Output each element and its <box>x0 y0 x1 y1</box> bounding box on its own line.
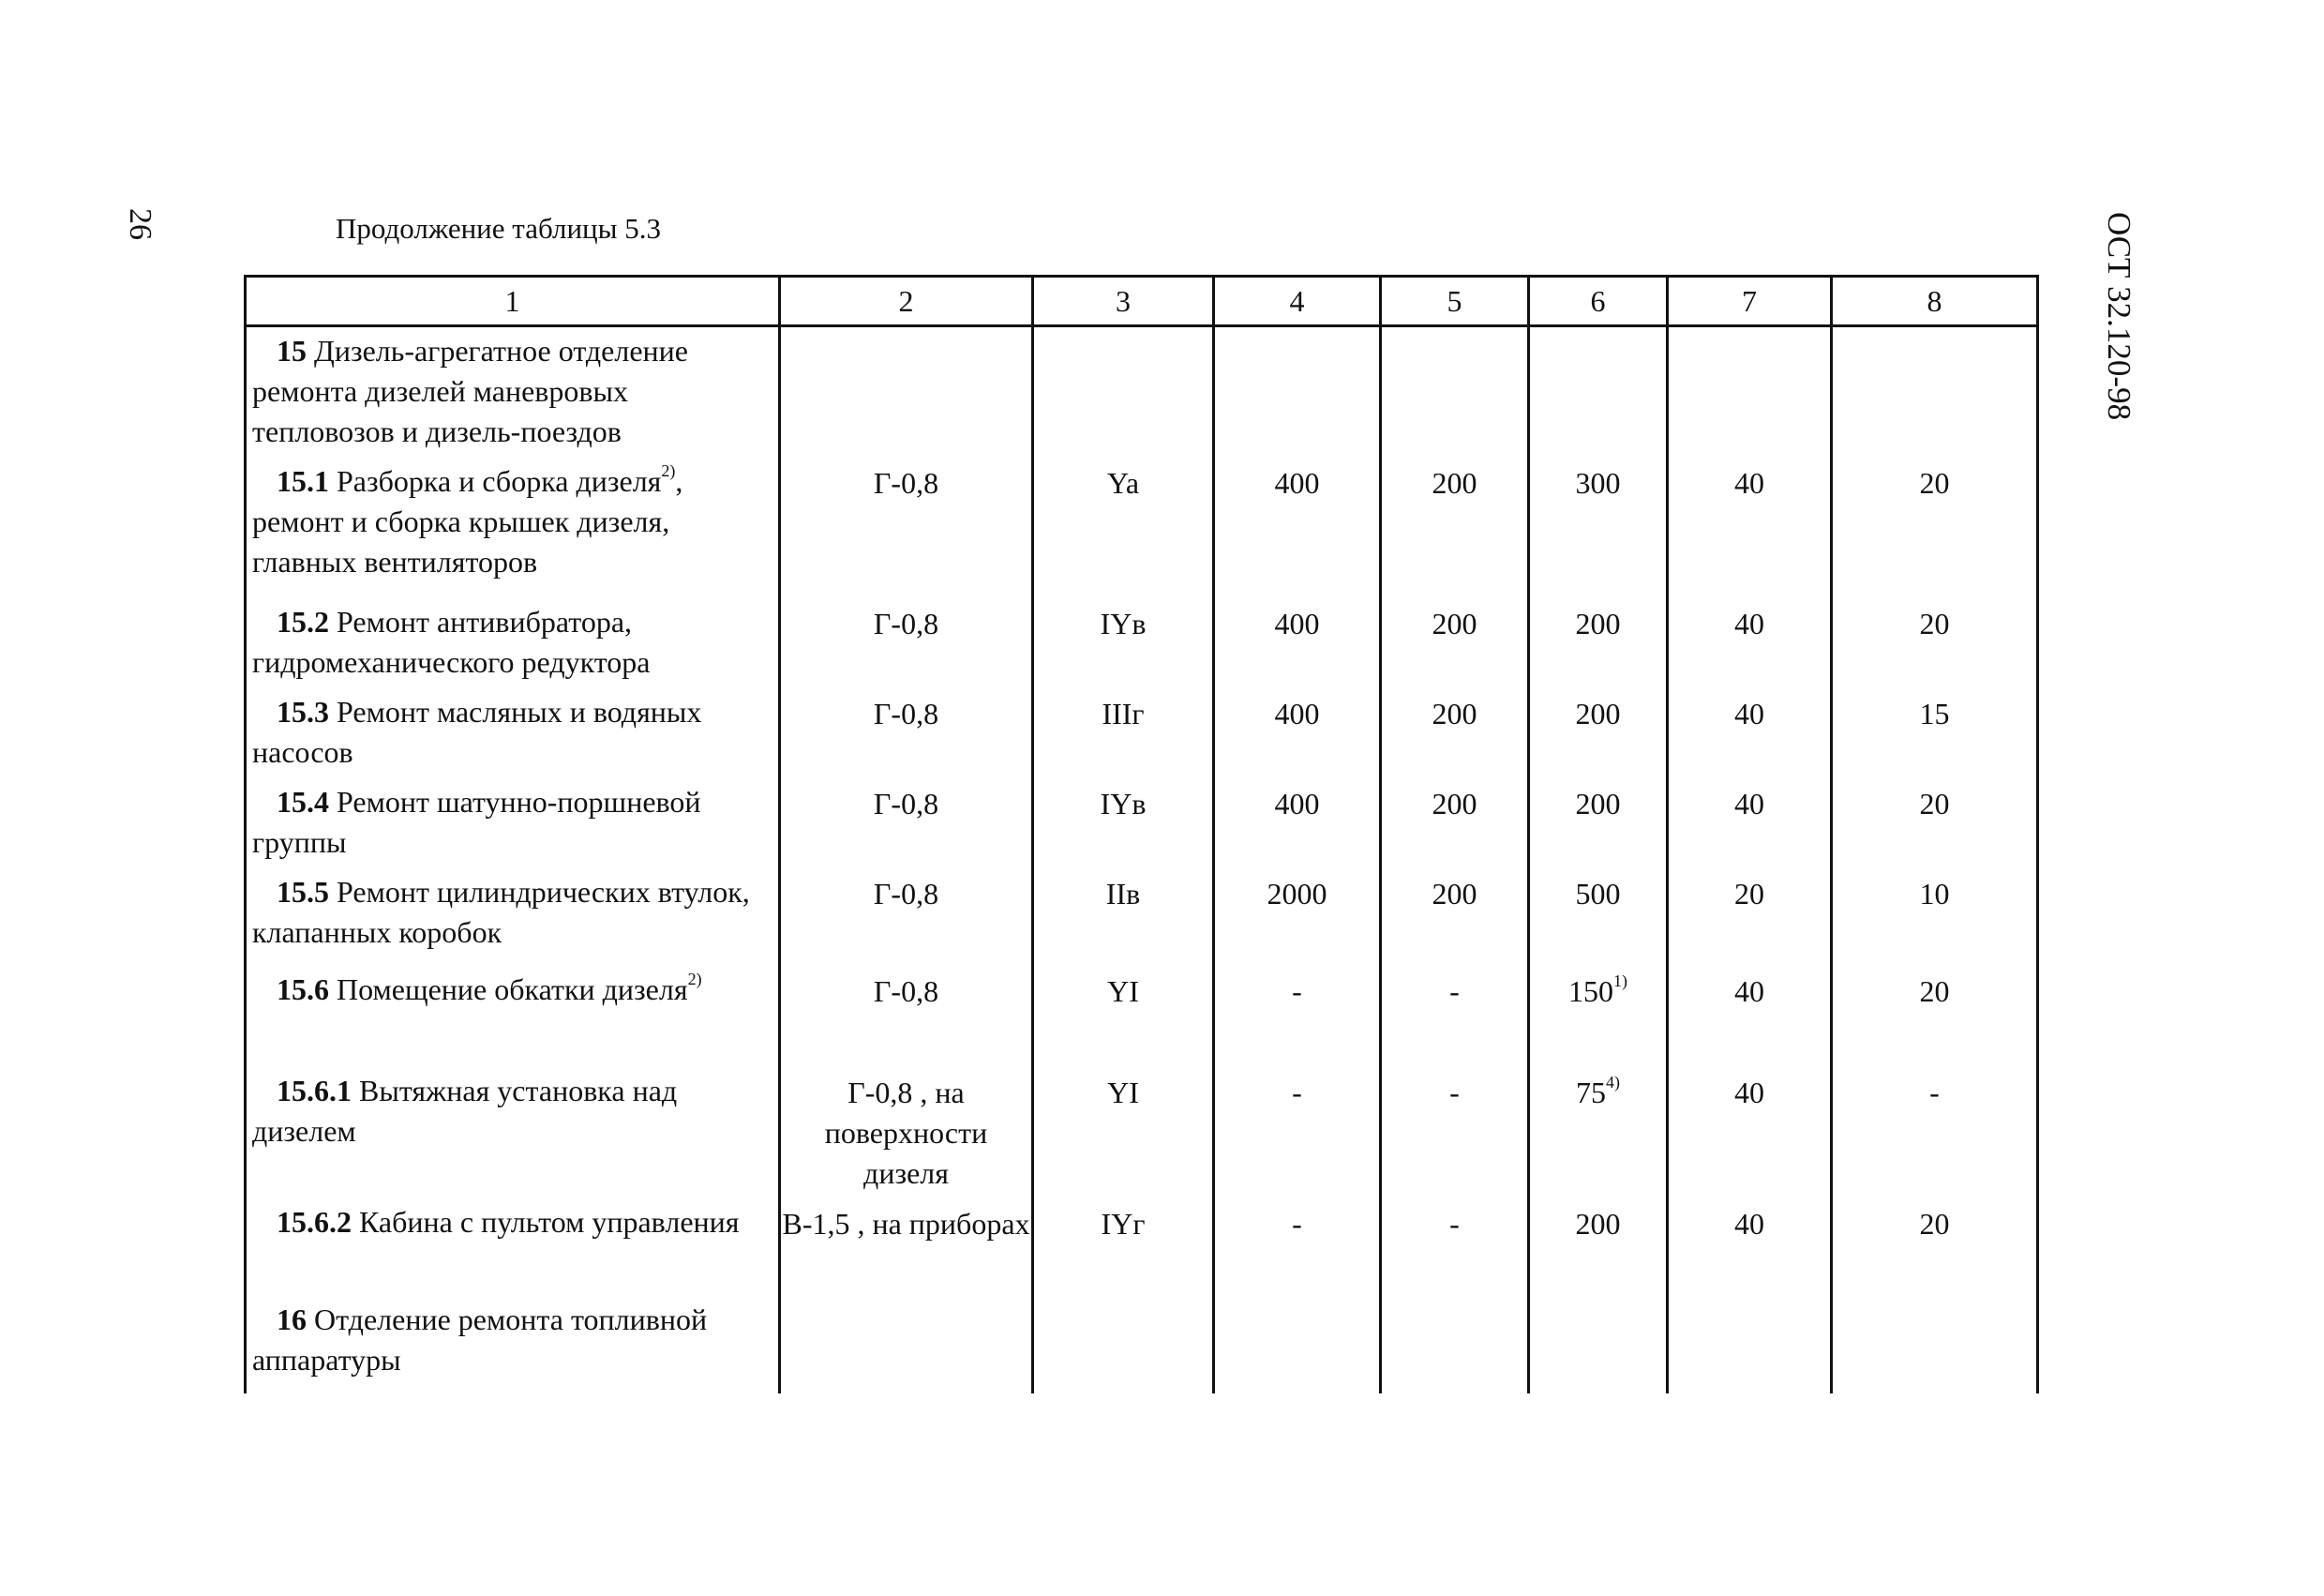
row-name-cell <box>246 1067 780 1198</box>
row-name-cell <box>246 326 780 459</box>
cell-col-2 <box>780 1067 1033 1198</box>
cell-value: - <box>1929 1076 1940 1109</box>
cell-col-3 <box>1033 458 1214 598</box>
cell-value: В-1,5 , на приборах <box>782 1207 1030 1241</box>
cell-col-8 <box>1832 1296 2038 1393</box>
cell-value: 200 <box>1432 466 1477 500</box>
cell-value: 300 <box>1575 466 1621 500</box>
cell-value: 15 <box>1919 697 1950 730</box>
table-row <box>246 1198 2038 1296</box>
cell-col-8 <box>1832 688 2038 778</box>
table-row <box>246 326 2038 459</box>
cell-col-6 <box>1529 966 1668 1067</box>
table-row <box>246 966 2038 1067</box>
row-name: Ремонт шатунно-поршневой группы <box>252 785 701 859</box>
cell-value: 10 <box>1919 877 1950 911</box>
row-number: 15.1 <box>277 464 329 498</box>
cell-value: 75 <box>1576 1076 1606 1109</box>
row-name: Ремонт антивибратора, гидромеханического редуктора <box>252 605 651 679</box>
cell-value: Г-0,8 <box>873 787 939 821</box>
cell-value: 40 <box>1734 974 1764 1008</box>
cell-col-3 <box>1033 1067 1214 1198</box>
cell-col-7 <box>1668 458 1832 598</box>
cell-value: 20 <box>1919 787 1950 821</box>
cell-col-8 <box>1832 966 2038 1067</box>
column-header-8: 8 <box>1832 277 2038 326</box>
page-number: 26 <box>123 208 157 240</box>
row-name: Помещение обкатки дизеля <box>337 972 688 1006</box>
cell-col-5 <box>1381 1067 1529 1198</box>
cell-value: 400 <box>1274 466 1320 500</box>
cell-col-5 <box>1381 598 1529 688</box>
cell-value: 150 <box>1568 974 1613 1008</box>
row-name: Разборка и сборка дизеля <box>337 464 662 498</box>
cell-col-4 <box>1214 688 1381 778</box>
cell-col-3 <box>1033 598 1214 688</box>
cell-value: IYв <box>1100 787 1147 821</box>
cell-col-4 <box>1214 1198 1381 1296</box>
table-row <box>246 1067 2038 1198</box>
cell-col-7 <box>1668 1198 1832 1296</box>
row-name-cell <box>246 688 780 778</box>
cell-value: 40 <box>1734 607 1764 640</box>
cell-col-8 <box>1832 1198 2038 1296</box>
cell-col-3 <box>1033 868 1214 966</box>
row-name-cell <box>246 1296 780 1393</box>
cell-value: YI <box>1107 1076 1139 1109</box>
cell-value: Г-0,8 <box>873 877 939 911</box>
column-header-1: 1 <box>246 277 780 326</box>
cell-value: 200 <box>1575 697 1621 730</box>
row-name-cell <box>246 598 780 688</box>
cell-col-7 <box>1668 868 1832 966</box>
cell-col-4 <box>1214 778 1381 868</box>
row-name: Кабина с пультом управления <box>359 1205 740 1239</box>
cell-col-6 <box>1529 868 1668 966</box>
cell-value: 500 <box>1575 877 1621 911</box>
cell-col-5 <box>1381 458 1529 598</box>
column-header-4: 4 <box>1214 277 1381 326</box>
table-header <box>246 277 2038 326</box>
cell-col-5 <box>1381 1296 1529 1393</box>
cell-value: 20 <box>1734 877 1764 911</box>
cell-value: 400 <box>1274 697 1320 730</box>
row-number: 15.6.2 <box>277 1205 352 1239</box>
row-number: 15.4 <box>277 785 329 819</box>
cell-col-7 <box>1668 688 1832 778</box>
cell-value: - <box>1292 1207 1302 1241</box>
cell-value: 200 <box>1432 787 1477 821</box>
cell-col-6 <box>1529 458 1668 598</box>
cell-col-8 <box>1832 458 2038 598</box>
cell-col-4 <box>1214 326 1381 459</box>
cell-value: IIIг <box>1102 697 1145 730</box>
cell-col-3 <box>1033 1296 1214 1393</box>
cell-value: IYг <box>1101 1207 1146 1241</box>
cell-value: Ya <box>1106 466 1140 500</box>
table-row <box>246 778 2038 868</box>
row-number: 15.3 <box>277 695 329 729</box>
data-table <box>244 275 2039 1393</box>
cell-col-3 <box>1033 1198 1214 1296</box>
cell-col-5 <box>1381 688 1529 778</box>
column-header-5: 5 <box>1381 277 1529 326</box>
cell-col-4 <box>1214 598 1381 688</box>
cell-col-7 <box>1668 1296 1832 1393</box>
cell-col-4 <box>1214 458 1381 598</box>
cell-col-2 <box>780 458 1033 598</box>
cell-value: 200 <box>1432 697 1477 730</box>
cell-value: 20 <box>1919 607 1950 640</box>
cell-value: 40 <box>1734 1076 1764 1109</box>
row-name: Дизель-агрегатное отделение ремонта дизелей маневровых тепловозов и дизель-поездов <box>252 334 688 448</box>
cell-value: - <box>1449 974 1460 1008</box>
cell-col-2 <box>780 1296 1033 1393</box>
cell-col-8 <box>1832 868 2038 966</box>
cell-value: - <box>1449 1207 1460 1241</box>
cell-col-8 <box>1832 778 2038 868</box>
cell-value: - <box>1449 1076 1460 1109</box>
cell-col-6 <box>1529 1198 1668 1296</box>
cell-value: 20 <box>1919 974 1950 1008</box>
cell-value: Г-0,8 <box>873 466 939 500</box>
row-number: 15.6.1 <box>277 1074 352 1107</box>
row-name: Отделение ремонта топливной аппаратуры <box>252 1302 708 1377</box>
column-header-3: 3 <box>1033 277 1214 326</box>
cell-col-5 <box>1381 868 1529 966</box>
cell-value: 40 <box>1734 466 1764 500</box>
row-name: Ремонт цилиндрических втулок, клапанных коробок <box>252 875 750 949</box>
cell-value: 200 <box>1575 607 1621 640</box>
cell-value: Г-0,8 <box>873 607 939 640</box>
cell-value: 200 <box>1575 1207 1621 1241</box>
row-name-cell <box>246 458 780 598</box>
cell-col-2 <box>780 326 1033 459</box>
cell-col-5 <box>1381 326 1529 459</box>
cell-value: 40 <box>1734 787 1764 821</box>
cell-col-7 <box>1668 966 1832 1067</box>
cell-col-5 <box>1381 778 1529 868</box>
column-header-6: 6 <box>1529 277 1668 326</box>
table-row <box>246 598 2038 688</box>
row-name: Ремонт масляных и водяных насосов <box>252 695 702 769</box>
cell-value: 40 <box>1734 1207 1764 1241</box>
cell-value: - <box>1292 1076 1302 1109</box>
column-header-7: 7 <box>1668 277 1832 326</box>
cell-col-2 <box>780 688 1033 778</box>
cell-col-2 <box>780 868 1033 966</box>
footnote-ref: 2) <box>687 970 702 989</box>
cell-col-4 <box>1214 1067 1381 1198</box>
cell-value: 200 <box>1575 787 1621 821</box>
row-name: Вытяжная установка над дизелем <box>252 1074 678 1148</box>
row-name-cell <box>246 966 780 1067</box>
cell-value: 2000 <box>1267 877 1327 911</box>
row-name-continuation: , ремонт и сборка крышек дизеля, главных вентиляторов <box>252 464 683 579</box>
cell-value: IYв <box>1100 607 1147 640</box>
row-name-cell <box>246 1198 780 1296</box>
cell-value: Г-0,8 <box>873 697 939 730</box>
footnote-ref: 2) <box>661 461 676 481</box>
cell-col-8 <box>1832 598 2038 688</box>
row-name-cell <box>246 868 780 966</box>
row-number: 15.6 <box>277 972 329 1006</box>
table-row <box>246 868 2038 966</box>
table-row <box>246 458 2038 598</box>
header-row <box>246 277 2038 326</box>
cell-col-3 <box>1033 326 1214 459</box>
footnote-ref: 4) <box>1606 1073 1620 1092</box>
cell-value: YI <box>1107 974 1139 1008</box>
document-code: ОСТ 32.120-98 <box>2101 212 2137 421</box>
cell-value: 40 <box>1734 697 1764 730</box>
table-body <box>246 326 2038 1394</box>
cell-value: Г-0,8 <box>873 974 939 1008</box>
cell-col-3 <box>1033 778 1214 868</box>
row-number: 15.5 <box>277 875 329 909</box>
cell-value: 200 <box>1432 607 1477 640</box>
table-caption: Продолжение таблицы 5.3 <box>336 212 661 245</box>
row-number: 16 <box>277 1302 307 1336</box>
cell-col-5 <box>1381 966 1529 1067</box>
cell-col-8 <box>1832 1067 2038 1198</box>
cell-col-7 <box>1668 1067 1832 1198</box>
cell-col-6 <box>1529 688 1668 778</box>
cell-value: 20 <box>1919 1207 1950 1241</box>
cell-col-6 <box>1529 778 1668 868</box>
cell-value: 400 <box>1274 607 1320 640</box>
row-number: 15.2 <box>277 605 329 639</box>
cell-col-4 <box>1214 966 1381 1067</box>
cell-value: IIв <box>1105 877 1141 911</box>
cell-col-6 <box>1529 1067 1668 1198</box>
table-row <box>246 688 2038 778</box>
cell-col-7 <box>1668 326 1832 459</box>
cell-col-4 <box>1214 868 1381 966</box>
cell-col-2 <box>780 966 1033 1067</box>
table-row <box>246 1296 2038 1393</box>
cell-value: - <box>1292 974 1302 1008</box>
cell-col-7 <box>1668 598 1832 688</box>
cell-col-7 <box>1668 778 1832 868</box>
cell-col-8 <box>1832 326 2038 459</box>
cell-col-3 <box>1033 966 1214 1067</box>
cell-col-5 <box>1381 1198 1529 1296</box>
cell-value: 400 <box>1274 787 1320 821</box>
row-number: 15 <box>277 334 307 368</box>
footnote-ref: 1) <box>1613 971 1627 991</box>
cell-col-2 <box>780 1198 1033 1296</box>
cell-col-2 <box>780 598 1033 688</box>
cell-col-6 <box>1529 326 1668 459</box>
cell-value: 200 <box>1432 877 1477 911</box>
cell-value: Г-0,8 , на поверхности дизеля <box>824 1076 988 1190</box>
cell-col-4 <box>1214 1296 1381 1393</box>
row-name-cell <box>246 778 780 868</box>
cell-col-6 <box>1529 1296 1668 1393</box>
cell-col-6 <box>1529 598 1668 688</box>
column-header-2: 2 <box>780 277 1033 326</box>
cell-col-2 <box>780 778 1033 868</box>
cell-col-3 <box>1033 688 1214 778</box>
cell-value: 20 <box>1919 466 1950 500</box>
